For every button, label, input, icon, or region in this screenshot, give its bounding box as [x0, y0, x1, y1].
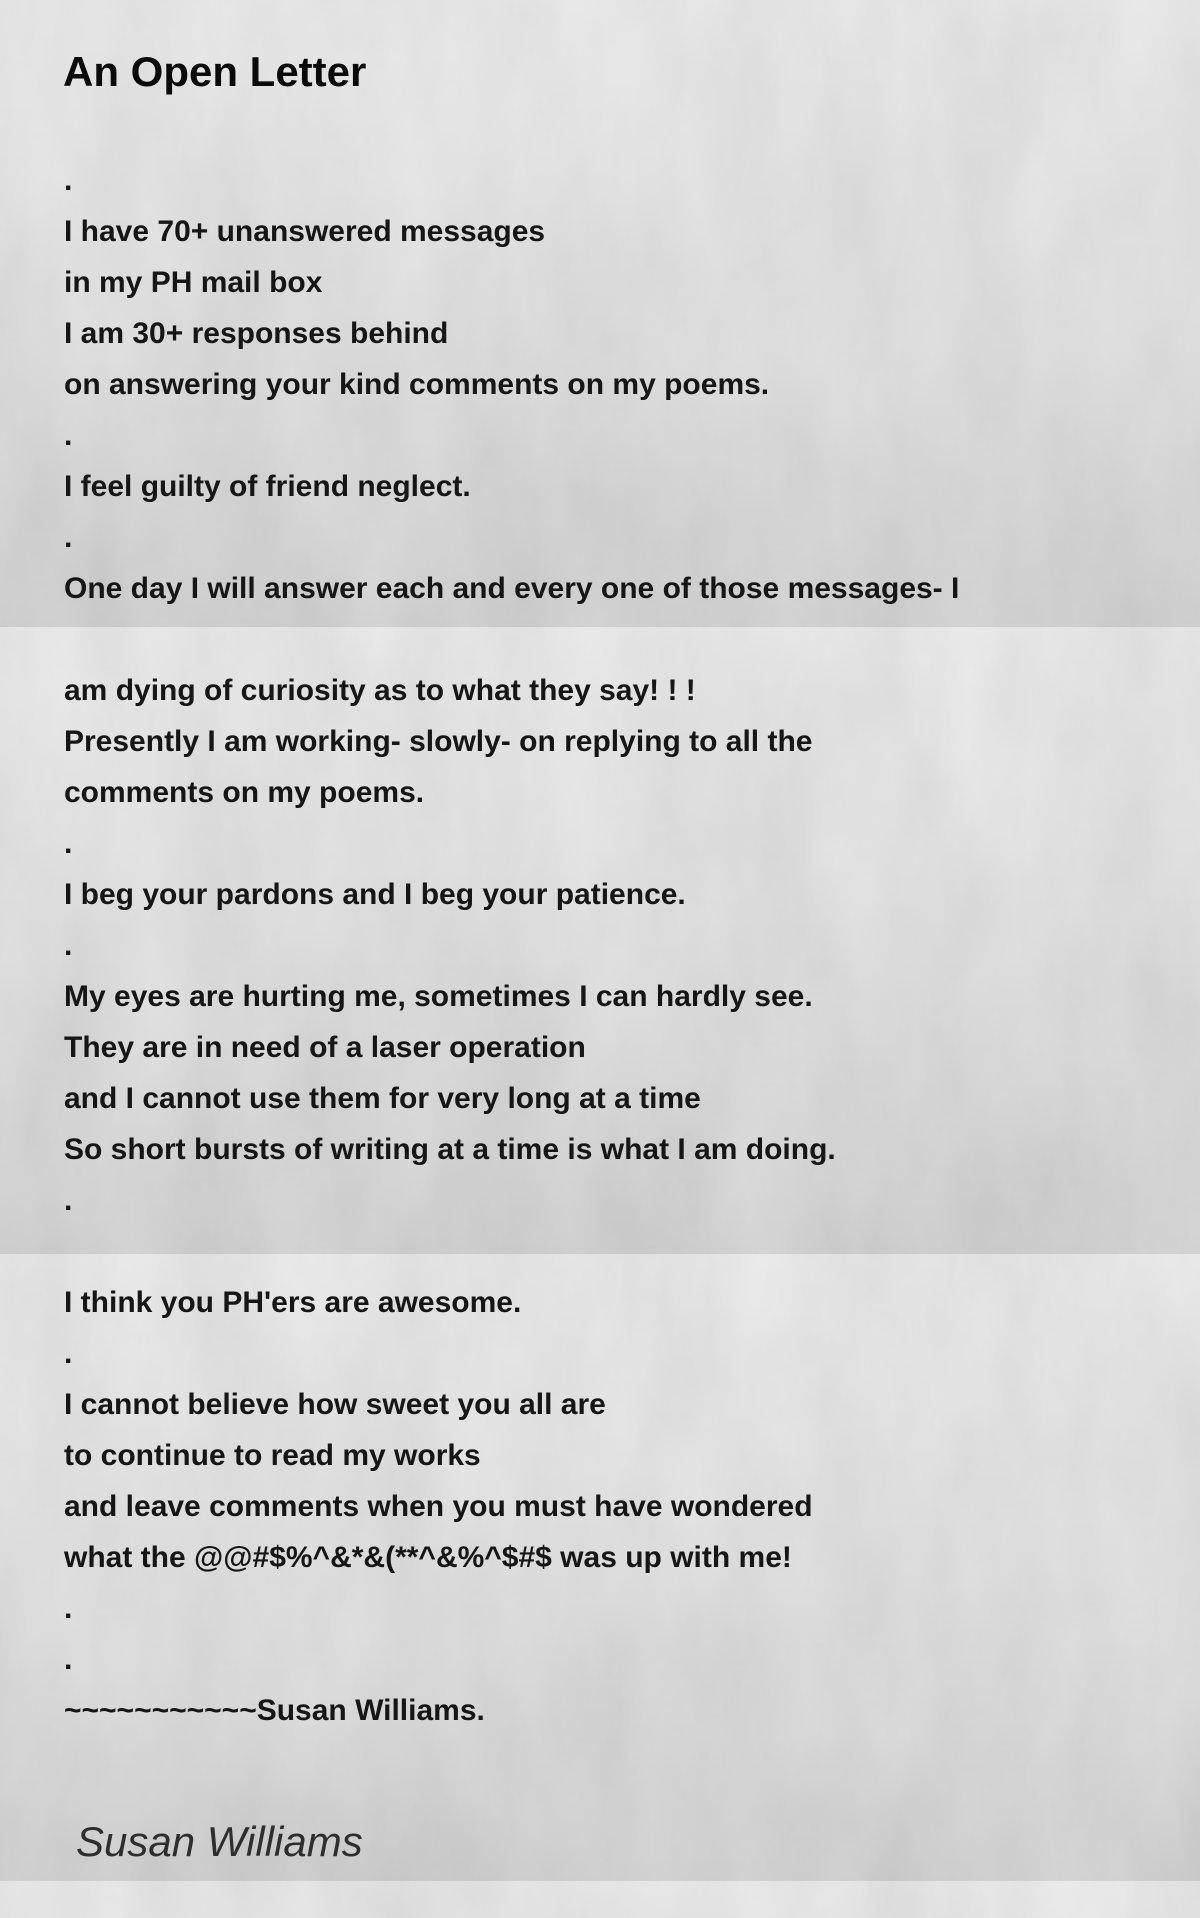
poem-line: .	[64, 1184, 73, 1217]
poem-line: My eyes are hurting me, sometimes I can hardly see.	[64, 980, 813, 1013]
poem-line: to continue to read my works	[64, 1439, 481, 1472]
poem-line: .	[64, 1592, 73, 1625]
poem-line	[64, 1226, 1164, 1277]
poem-line: They are in need of a laser operation	[64, 1031, 586, 1064]
poem-line: I feel guilty of friend neglect.	[64, 470, 471, 503]
poem-line: So short bursts of writing at a time is what I am doing.	[64, 1133, 836, 1166]
poem-line: in my PH mail box	[64, 266, 323, 299]
poet-signature: Susan Williams	[76, 1818, 363, 1865]
poem-line: .	[64, 827, 73, 860]
poem-line: comments on my poems.	[64, 776, 425, 809]
poem-line: I think you PH'ers are awesome.	[64, 1286, 522, 1319]
poem-line: Presently I am working- slowly- on replying to all the	[64, 725, 813, 758]
poem-title: An Open Letter	[63, 48, 367, 95]
poem-line: .	[64, 929, 73, 962]
poem-line: I am 30+ responses behind	[64, 317, 449, 350]
poem-line: what the @@#$%^&*&(**^&%^$#$ was up with me!	[64, 1541, 792, 1574]
poem-line: and leave comments when you must have wondered	[64, 1490, 813, 1523]
poem-line: I beg your pardons and I beg your patience.	[64, 878, 686, 911]
poem-line: .	[64, 1643, 73, 1676]
poem-line: am dying of curiosity as to what they say! ! !	[64, 674, 696, 707]
poem-line: I cannot believe how sweet you all are	[64, 1388, 606, 1421]
poem-body	[64, 155, 1164, 1736]
poem-line: ~~~~~~~~~~~Susan Williams.	[64, 1694, 485, 1727]
poem-line: on answering your kind comments on my poems.	[64, 368, 770, 401]
poem-line	[64, 614, 1164, 665]
poem-line: I have 70+ unanswered messages	[64, 215, 546, 248]
poem-line: One day I will answer each and every one of those messages- I	[64, 572, 960, 605]
poem-line: and I cannot use them for very long at a time	[64, 1082, 701, 1115]
poem-line: .	[64, 164, 73, 197]
poem-line: .	[64, 419, 73, 452]
poem-line: .	[64, 521, 73, 554]
poem-line: .	[64, 1337, 73, 1370]
